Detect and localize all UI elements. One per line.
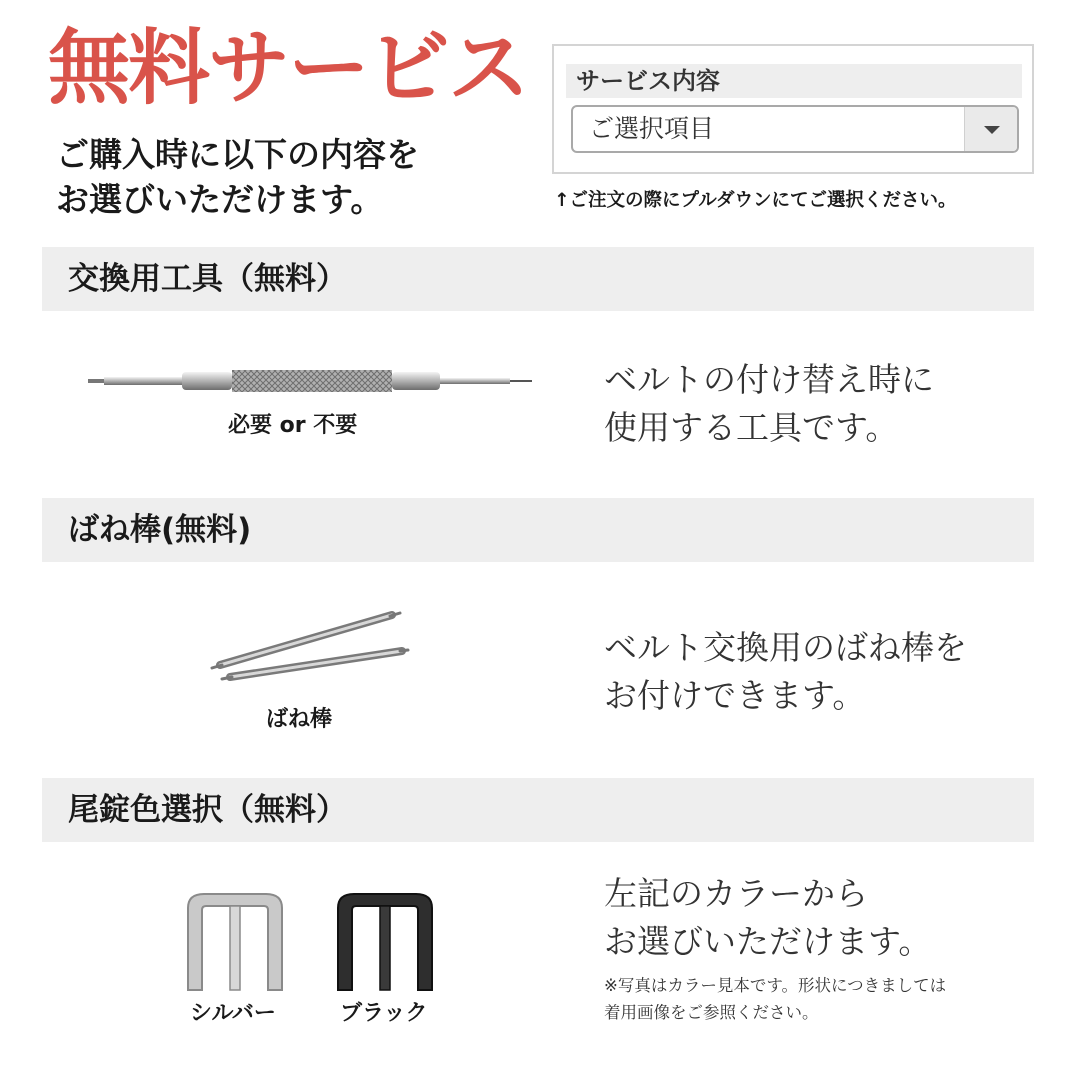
section-header-tool bbox=[42, 247, 1034, 311]
spring-bar-description-line-1: ベルト交換用のばね棒を bbox=[604, 628, 967, 667]
buckle-note bbox=[604, 972, 946, 1026]
section-header-spring-bar bbox=[42, 498, 1034, 562]
buckle-description-line-1: 左記のカラーから bbox=[604, 874, 868, 913]
dropdown-button[interactable] bbox=[964, 107, 1017, 151]
tool-description bbox=[604, 356, 934, 452]
buckle-description bbox=[604, 870, 931, 966]
buckle-description-line-2: お選びいただけます。 bbox=[604, 922, 932, 961]
spring-bar-icon bbox=[210, 605, 410, 685]
service-dropdown[interactable] bbox=[571, 105, 1019, 153]
section-title-tool: 交換用工具（無料） bbox=[68, 261, 347, 297]
page-subtitle bbox=[56, 132, 419, 222]
silver-caption: シルバー bbox=[190, 1001, 276, 1026]
tool-description-line-1: ベルトの付け替え時に bbox=[604, 360, 934, 399]
subtitle-line-2: お選びいただけます。 bbox=[56, 180, 384, 219]
subtitle-line-1: ご購入時に以下の内容を bbox=[56, 135, 419, 174]
spring-bar-description bbox=[604, 624, 967, 720]
buckle-note-line-2: 着用画像をご参照ください。 bbox=[604, 1003, 819, 1022]
spring-bar-caption: ばね棒 bbox=[266, 707, 333, 732]
black-caption: ブラック bbox=[340, 1001, 428, 1026]
silver-buckle-icon bbox=[180, 890, 290, 992]
spring-bar-tool-icon bbox=[86, 362, 536, 402]
page-title: 無料サービス bbox=[48, 21, 529, 116]
section-title-spring-bar: ばね棒(無料) bbox=[68, 512, 252, 548]
tool-caption: 必要 or 不要 bbox=[228, 413, 358, 438]
service-select-label: サービス内容 bbox=[566, 64, 1022, 98]
black-buckle-icon bbox=[330, 890, 440, 992]
section-header-buckle bbox=[42, 778, 1034, 842]
service-dropdown-value: ご選択項目 bbox=[589, 114, 715, 143]
section-title-buckle: 尾錠色選択（無料） bbox=[68, 792, 347, 828]
chevron-down-icon bbox=[984, 126, 1000, 134]
tool-description-line-2: 使用する工具です。 bbox=[604, 408, 899, 447]
buckle-note-line-1: ※写真はカラー見本です。形状につきましては bbox=[604, 976, 947, 995]
dropdown-note: ↑ご注文の際にプルダウンにてご選択ください。 bbox=[554, 190, 957, 211]
spring-bar-description-line-2: お付けできます。 bbox=[604, 676, 866, 715]
